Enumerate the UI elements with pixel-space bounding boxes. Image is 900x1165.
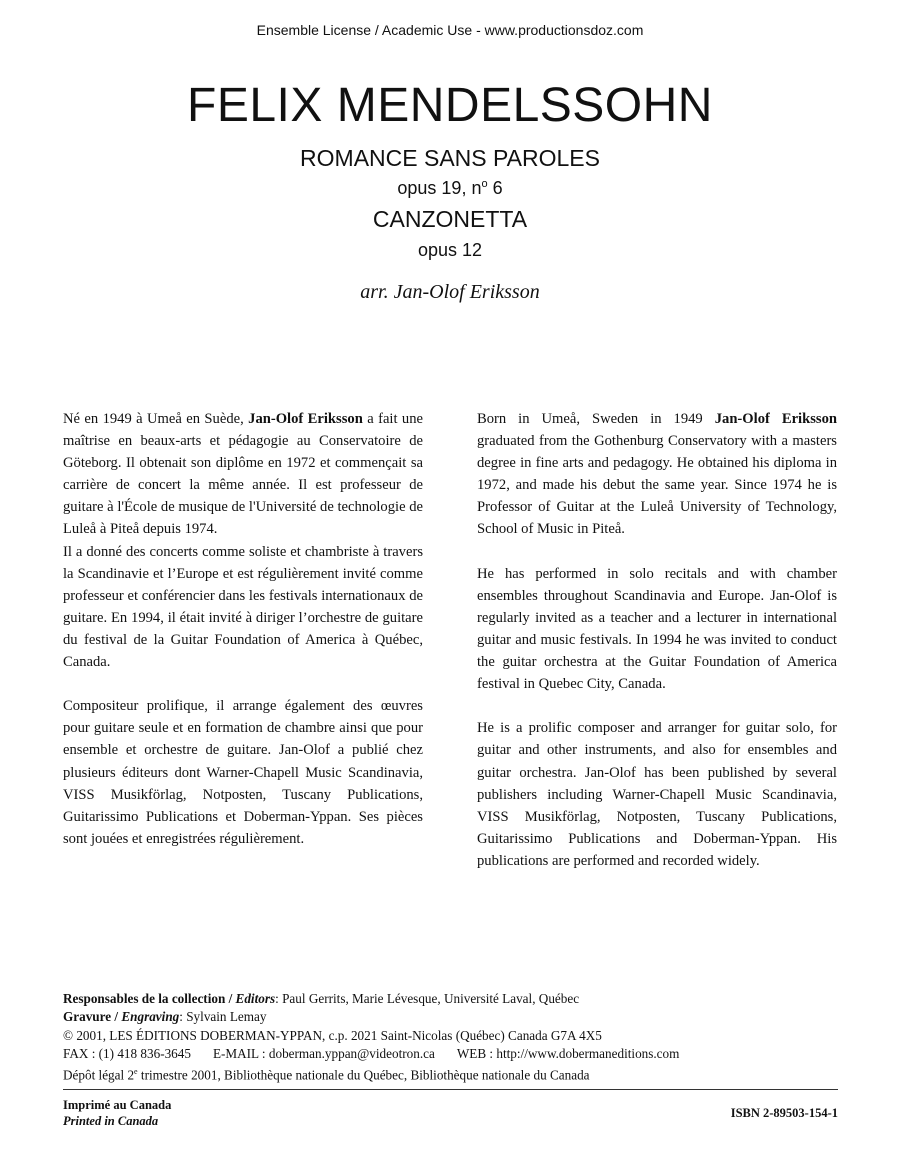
- bio-fr-paragraph-3: Compositeur prolifique, il arrange également des œuvres pour guitare seule et en formation de chambre ainsi que pour ensemble et orchestre de guitare. Jan-Olof a publié chez plusieurs éditeurs dont Warner-Chapell Music Scandinavia, VISS Musikförlag, Notposten, Tuscany Publications, Guitarissimo Publications et Doberman-Yppan. Ses pièces sont jouées et enregistrées régulièrement.: [63, 698, 423, 847]
- bio-fr-paragraph-1: Né en 1949 à Umeå en Suède, Jan-Olof Eriksson a fait une maîtrise en beaux-arts et pédagogie au Conservatoire de Göteborg. Il obtenait son diplôme en 1972 et commençait sa carrière de concert la même année. Il est professeur de guitare à l'École de musique de l'Université de technologie de Luleå à Piteå depuis 1974.: [63, 411, 423, 538]
- printed-in: [63, 1097, 171, 1129]
- legal-deposit-line: Dépôt légal 2e trimestre 2001, Bibliothèque nationale du Québec, Bibliothèque nationale du Canada: [63, 1067, 590, 1083]
- footer-divider: [63, 1089, 838, 1090]
- website: WEB : http://www.dobermaneditions.com: [456, 1045, 680, 1061]
- license-line: Ensemble License / Academic Use - www.productionsdoz.com: [256, 22, 644, 38]
- printed-fr: Imprimé au Canada: [63, 1098, 172, 1112]
- opus-1: opus 19, $n^o$ 6: [397, 178, 503, 198]
- bio-english: [477, 408, 837, 872]
- arranger-credit: arr. Jan-Olof Eriksson: [360, 281, 540, 303]
- bio-en-paragraph-1: Born in Umeå, Sweden in 1949 Jan-Olof Eriksson graduated from the Gothenburg Conservatory with a masters degree in fine arts and pedagogy. He obtained his diploma in 1972, and made his debut the same year. Since 1974 he is Professor of Guitar at the Luleå University of Technology, School of Music in Piteå.: [477, 411, 837, 538]
- editors-line: Responsables de la collection / Editors: Paul Gerrits, Marie Lévesque, Université Laval, Québec: [63, 991, 580, 1006]
- bio-en-paragraph-2: He has performed in solo recitals and with chamber ensembles throughout Scandinavia and Europe. Jan-Olof is regularly invited as a teacher and a lecturer in international guitar and music festivals. In 1994 he was invited to conduct the guitar orchestra at the Guitar Foundation of America festival in Quebec City, Canada.: [477, 565, 837, 693]
- arranger-name-fr: Jan-Olof Eriksson: [248, 411, 363, 427]
- arranger-name-en: Jan-Olof Eriksson: [714, 411, 837, 427]
- printed-en: Printed in Canada: [63, 1114, 159, 1128]
- opus-2: opus 12: [417, 240, 483, 260]
- fax: FAX : (1) 418 836-3645: [63, 1045, 191, 1061]
- piece-title-1: ROMANCE SANS PAROLES: [300, 145, 600, 171]
- bio-fr-paragraph-2: Il a donné des concerts comme soliste et chambriste à travers la Scandinavie et l’Europe et est régulièrement invité comme professeur et conférencier dans les festivals internationaux de guitare. En 1994, il était invité à diriger l’orchestre de guitare du festival de la Guitar Foundation of America à Québec, Canada.: [63, 543, 423, 671]
- engraving-line: Gravure / Engraving: Sylvain Lemay: [63, 1009, 267, 1025]
- isbn: ISBN 2-89503-154-1: [730, 1106, 838, 1120]
- contact-line: [63, 1045, 843, 1063]
- email: E-MAIL : doberman.yppan@videotron.ca: [212, 1045, 435, 1061]
- publication-footer: [63, 990, 843, 1085]
- opus-number-sup: o: [481, 178, 488, 190]
- composer-name: FELIX MENDELSSOHN: [187, 79, 713, 132]
- bio-french: [63, 408, 423, 850]
- piece-title-2: CANZONETTA: [372, 206, 528, 232]
- bio-en-paragraph-3: He is a prolific composer and arranger for guitar solo, for guitar and other instruments, and also for ensembles and guitar orchestra. Jan-Olof has been published by several publishers including Warner-Chapell Music Scandinavia, VISS Musikförlag, Notposten, Tuscany Publications, Guitarissimo Publications and Doberman-Yppan. His publications are performed and recorded widely.: [477, 720, 837, 869]
- copyright-line: © 2001, LES ÉDITIONS DOBERMAN-YPPAN, c.p. 2021 Saint-Nicolas (Québec) Canada G7A 4X5: [63, 1027, 602, 1043]
